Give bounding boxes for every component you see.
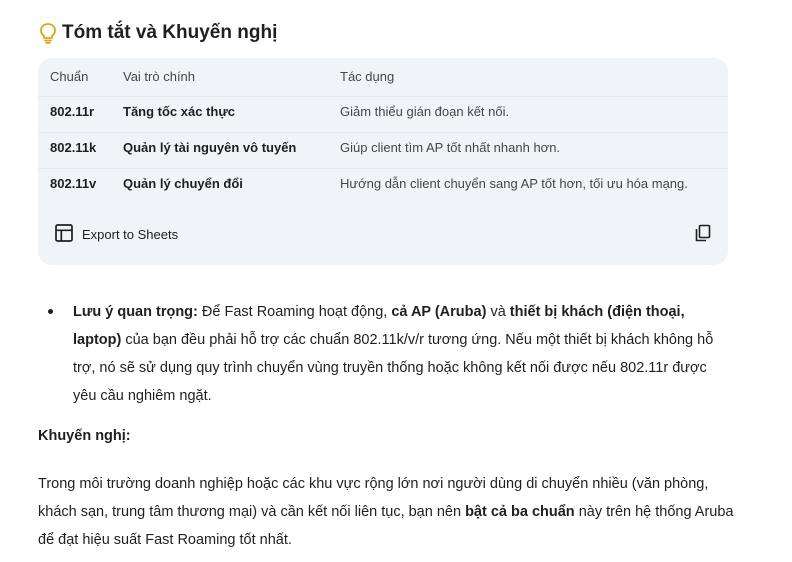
note-text-part: Để Fast Roaming hoạt động, <box>197 304 392 320</box>
table-cell: Tăng tốc xác thực <box>123 103 235 119</box>
bullet-dot <box>48 309 53 314</box>
table-cell: Giúp client tìm AP tốt nhất nhanh hơn. <box>340 139 561 155</box>
export-label: Export to Sheets <box>82 227 179 242</box>
table-icon <box>54 223 74 246</box>
table-cell: Quản lý chuyển đổi <box>123 175 243 191</box>
table-header-cell: Vai trò chính <box>123 68 196 84</box>
table-cell: Quản lý tài nguyên vô tuyến <box>123 139 297 155</box>
note-text-part: và <box>486 304 510 320</box>
recommendation-paragraph <box>38 470 738 554</box>
table-header-row <box>38 61 728 91</box>
table-cell: Giảm thiểu gián đoạn kết nối. <box>340 103 510 119</box>
table-row <box>38 96 728 126</box>
note-bold-part: thiết bị khách (điện thoại, laptop) <box>73 304 685 348</box>
table-cell: 802.11k <box>50 139 97 155</box>
copy-icon <box>694 229 712 246</box>
table-row <box>38 168 728 198</box>
section-title: Tóm tắt và Khuyến nghị <box>62 22 278 43</box>
table-header-cell: Tác dụng <box>340 68 395 84</box>
note-label: Lưu ý quan trọng: <box>73 304 198 320</box>
lightbulb-icon <box>38 22 58 44</box>
note-text <box>73 298 728 410</box>
recommendation-bold-part: bật cả ba chuẩn <box>465 504 575 520</box>
table-footer <box>38 205 728 265</box>
recommendation-text-part: này trên hệ thống Aruba để đạt hiệu suất Fast Roaming tốt nhất. <box>38 504 734 548</box>
table-header-cell: Chuẩn <box>50 68 89 84</box>
table-cell: 802.11r <box>50 103 95 119</box>
table-cell: Hướng dẫn client chuyển sang AP tốt hơn, tối ưu hóa mạng. <box>340 175 688 191</box>
table-cell: 802.11v <box>50 175 97 191</box>
note-text-part: của bạn đều phải hỗ trợ các chuẩn 802.11k/v/r tương ứng. Nếu một thiết bị khách không hỗ trợ, nó sẽ sử dụng quy trình chuyển vùng truyền thống hoặc không kết nối được nếu 802.11r được yêu cầu nghiêm ngặt. <box>73 332 714 404</box>
standards-table-card <box>38 58 728 265</box>
recommendation-text-part: Trong môi trường doanh nghiệp hoặc các khu vực rộng lớn nơi người dùng di chuyển nhiều (văn phòng, khách sạn, trung tâm thương mại) và cần kết nối liên tục, bạn nên <box>38 476 709 520</box>
copy-button[interactable] <box>694 224 712 247</box>
note-bold-part: cả AP (Aruba) <box>391 304 487 320</box>
important-note <box>48 298 728 410</box>
recommendation-heading: Khuyến nghị: <box>38 428 131 444</box>
table-row <box>38 132 728 162</box>
section-heading <box>38 22 277 44</box>
export-to-sheets-button[interactable] <box>54 223 178 246</box>
